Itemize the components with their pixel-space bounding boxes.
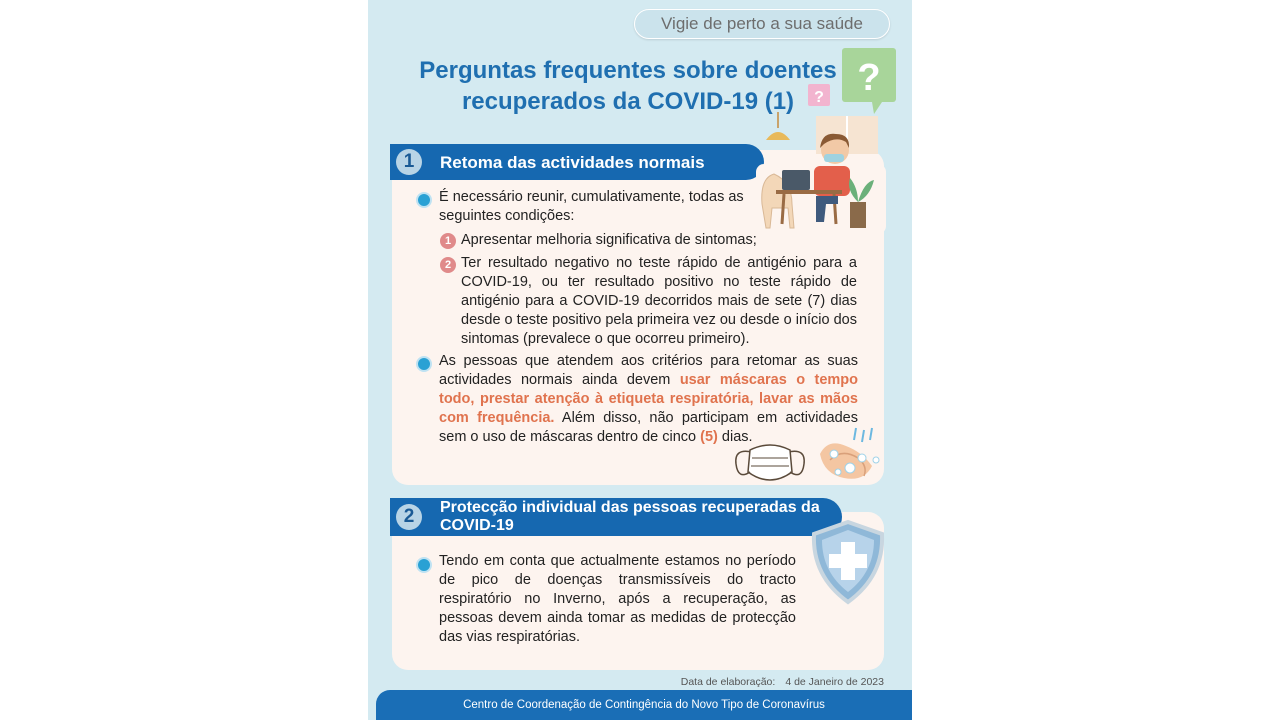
condition-1-badge: 1 [440, 233, 456, 249]
condition-2-text: Ter resultado negativo no teste rápido de antigénio para a COVID-19, ou ter resultado positivo no teste rápido de antigénio para a COVID-19 decorridos mais de sete (7) dias desde o teste positivo pela primeira vez ou desde o início dos sintomas (prevalece o que ocorreu primeiro). [461, 255, 857, 347]
section-1-header [390, 144, 764, 180]
section-2-text: Tendo em conta que actualmente estamos no período de pico de doenças transmissíveis do tracto respiratório no Inverno, após a recuperação, as pessoas devem ainda tomar as medidas de protecção das vias respiratórias. [439, 553, 796, 645]
poster [368, 0, 912, 720]
section-2-header [390, 498, 842, 536]
condition-2-badge: 2 [440, 257, 456, 273]
date-label: Data de elaboração: [680, 676, 776, 688]
section-number-badge: 1 [396, 149, 422, 175]
person-at-laptop-icon [754, 112, 890, 240]
para2-text-a: As pessoas que atendem aos critérios para retomar as suas actividades normais ainda devem [439, 353, 858, 388]
condition-1-text: Apresentar melhoria significativa de sintomas; [461, 232, 757, 248]
date-value: 4 de Janeiro de 2023 [785, 676, 884, 688]
para2-text-b: Além disso, não participam em actividades sem o uso de máscaras dentro de cinco [439, 410, 858, 445]
para2-highlight: usar máscaras o tempo todo, prestar atenção à etiqueta respiratória, lavar as mãos com frequência. [439, 372, 858, 426]
title-line-2: recuperados da COVID-19 (1) [461, 88, 795, 115]
section-1-paragraph-2 [439, 352, 858, 447]
hand-washing-icon [814, 424, 888, 488]
section-1-intro: É necessário reunir, cumulativamente, todas as seguintes condições: [439, 189, 744, 224]
slogan-tag: Vigie de perto a sua saúde [634, 9, 890, 39]
medical-shield-icon [806, 518, 890, 606]
bullet-icon [416, 557, 432, 573]
page-title [408, 55, 848, 117]
section-number-badge: 2 [396, 504, 422, 530]
svg-text:?: ? [814, 89, 824, 106]
para2-text-c: dias. [717, 429, 753, 445]
section-1-title: Retoma das actividades normais [440, 153, 705, 172]
section-2-title: Protecção individual das pessoas recuperadas da COVID-19 [440, 499, 820, 534]
face-mask-icon [732, 440, 808, 488]
svg-text:?: ? [857, 57, 881, 99]
bullet-icon [416, 356, 432, 372]
title-line-1: Perguntas frequentes sobre doentes [419, 57, 837, 84]
para2-highlight-2: (5) [700, 429, 718, 445]
bullet-icon [416, 192, 432, 208]
footer-organization: Centro de Coordenação de Contingência do Novo Tipo de Coronavírus [376, 690, 912, 720]
creation-date [681, 676, 884, 688]
